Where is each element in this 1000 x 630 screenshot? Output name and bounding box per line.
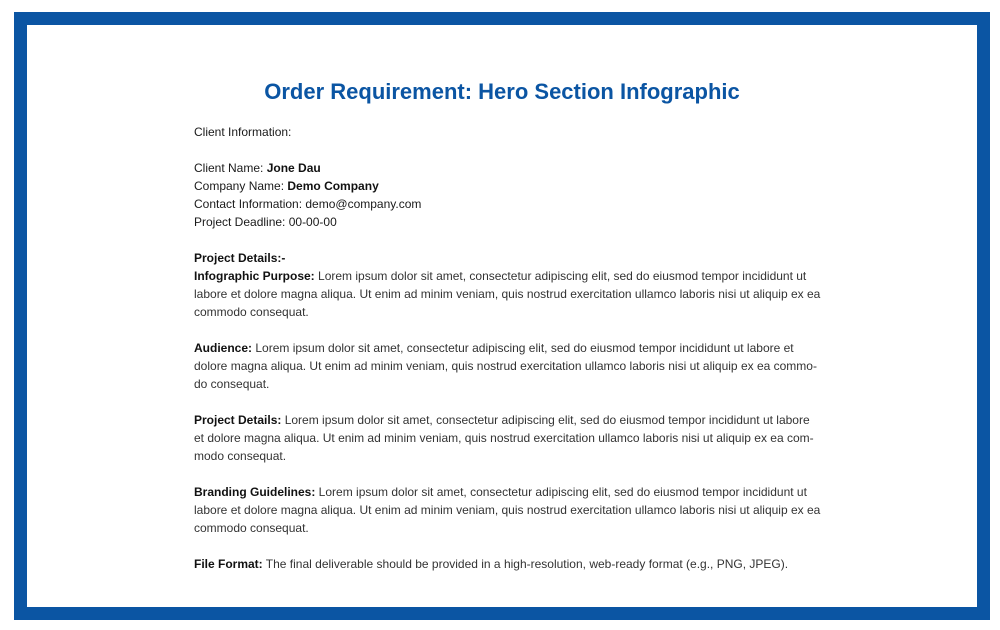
project-section-label: Project Details:-	[194, 251, 286, 265]
section-infographic-purpose	[194, 267, 821, 321]
section-text: commodo consequat.	[194, 521, 309, 535]
company-name-value: Demo Company	[287, 179, 379, 193]
section-label: File Format:	[194, 557, 263, 571]
section-text: commodo consequat.	[194, 305, 309, 319]
section-label: Infographic Purpose:	[194, 269, 315, 283]
section-text: The final deliverable should be provided in a high-resolution, web-ready format (e.g., PNG, JPEG).	[262, 557, 789, 571]
section-line	[194, 411, 814, 429]
client-name-label: Client Name:	[194, 161, 264, 175]
client-name-value: Jone Dau	[266, 161, 321, 175]
section-line	[194, 267, 814, 285]
section-text: modo consequat.	[194, 449, 287, 463]
document-frame	[14, 12, 990, 620]
client-section-label: Client Information:	[194, 125, 292, 139]
section-text: dolore magna aliqua. Ut enim ad minim veniam, quis nostrud exercitation ullamco laboris nisi ut aliquip ex ea commo-	[194, 359, 817, 373]
section-text: Lorem ipsum dolor sit amet, consectetur adipiscing elit, sed do eiusmod tempor incididunt ut labore et	[252, 341, 794, 355]
section-text: Lorem ipsum dolor sit amet, consectetur adipiscing elit, sed do eiusmod tempor incididunt ut	[314, 269, 807, 283]
client-info	[194, 159, 814, 231]
section-text: labore et dolore magna aliqua. Ut enim ad minim veniam, quis nostrud exercitation ullamco laboris nisi ut aliquip ex ea	[194, 287, 821, 301]
client-section-label-block	[194, 123, 814, 141]
company-name-label: Company Name:	[194, 179, 285, 193]
section-line	[194, 483, 814, 501]
project-section-label-block	[194, 249, 814, 267]
page-title: Order Requirement: Hero Section Infographic	[264, 79, 740, 104]
section-file-format	[194, 555, 814, 573]
section-audience	[194, 339, 817, 393]
client-name-line	[194, 159, 814, 177]
section-project-details	[194, 411, 814, 465]
section-line	[194, 339, 814, 357]
section-label: Audience:	[194, 341, 253, 355]
deadline-line: Project Deadline: 00-00-00	[194, 215, 337, 229]
section-branding-guidelines	[194, 483, 821, 537]
section-line	[194, 555, 814, 573]
section-text: do consequat.	[194, 377, 270, 391]
section-label: Project Details:	[194, 413, 282, 427]
section-text: Lorem ipsum dolor sit amet, consectetur adipiscing elit, sed do eiusmod tempor incididunt ut	[315, 485, 807, 499]
section-label: Branding Guidelines:	[194, 485, 316, 499]
section-text: labore et dolore magna aliqua. Ut enim ad minim veniam, quis nostrud exercitation ullamco laboris nisi ut aliquip ex ea	[194, 503, 821, 517]
company-name-line	[194, 177, 814, 195]
section-text: et dolore magna aliqua. Ut enim ad minim veniam, quis nostrud exercitation ullamco laboris nisi ut aliquip ex ea com-	[194, 431, 814, 445]
contact-line: Contact Information: demo@company.com	[194, 197, 422, 211]
section-text: Lorem ipsum dolor sit amet, consectetur adipiscing elit, sed do eiusmod tempor incididunt ut labore	[281, 413, 810, 427]
